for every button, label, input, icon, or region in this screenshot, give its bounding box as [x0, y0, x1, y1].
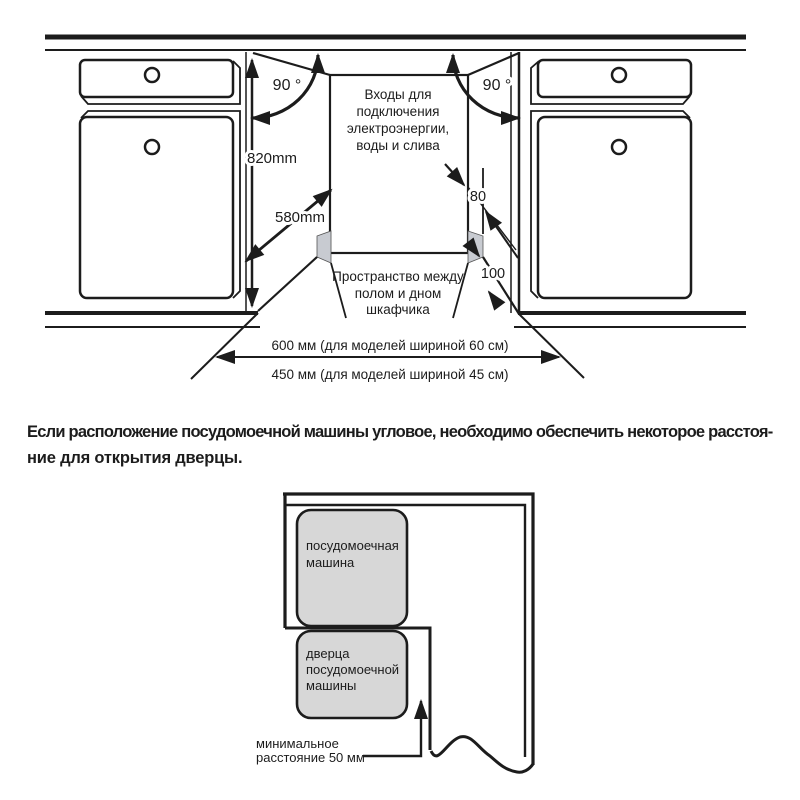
- left-drawer-knob: [145, 68, 159, 82]
- right-door-front: [538, 117, 691, 298]
- door-label-line: дверца: [306, 646, 350, 661]
- floor-gap-note-line: Пространство между: [332, 269, 464, 284]
- niche-left-side-panel: [317, 231, 331, 263]
- floor-gap-note-line: полом и дном: [354, 286, 442, 301]
- paragraph-line-2: ние для открытия дверцы.: [27, 449, 243, 467]
- countertop: [45, 37, 746, 50]
- dim-depth-label: 580mm: [274, 209, 326, 226]
- angle-left-label: 90 °: [272, 77, 302, 94]
- door-label-line: машины: [306, 678, 357, 693]
- caption-paragraph: [27, 423, 773, 467]
- dim-80-label: 80: [469, 189, 487, 205]
- dishwasher-label-line: машина: [306, 555, 355, 570]
- floor-gap-note: [332, 269, 464, 317]
- right-door-bevel: [531, 111, 690, 298]
- break-squiggle: [431, 737, 533, 773]
- min-distance-label-line: расстояние 50 мм: [256, 750, 365, 765]
- angle-right-label: 90 °: [482, 77, 512, 94]
- door-box: [297, 631, 407, 718]
- dim-100-label: 100: [480, 266, 506, 282]
- connections-note-line: воды и слива: [356, 138, 440, 153]
- left-drawer-front: [80, 60, 233, 97]
- connections-note: [347, 87, 449, 153]
- min-distance-label-line: минимальное: [256, 736, 339, 751]
- right-drawer-knob: [612, 68, 626, 82]
- clearance-arrow-b: [486, 212, 518, 258]
- left-door-front: [80, 117, 233, 298]
- dim-height: [247, 60, 297, 306]
- dim-width-60-label: 600 мм (для моделей шириной 60 см): [271, 338, 509, 353]
- dim-width-45-label: 450 мм (для моделей шириной 45 см): [271, 367, 509, 382]
- left-door-bevel: [81, 111, 240, 298]
- connections-note-line: подключения: [356, 104, 440, 119]
- dishwasher-box: [297, 510, 407, 626]
- niche-floor-left-diagonal: [258, 257, 317, 311]
- niche-installation-diagram: [45, 37, 746, 382]
- right-drawer-front: [538, 60, 691, 97]
- connections-note-line: электроэнергии,: [346, 121, 450, 136]
- dim-width: [191, 313, 584, 382]
- clearance-arrow-d: [489, 292, 498, 304]
- dishwasher-label-line: посудомоечная: [306, 538, 399, 553]
- dim-width-ext-right: [519, 314, 584, 378]
- niche-right-side-panel: [468, 231, 483, 263]
- dim-width-ext-left: [191, 313, 258, 379]
- floor-gap-note-line: шкафчика: [366, 302, 430, 317]
- right-cabinet: [531, 60, 691, 298]
- door-label-line: посудомоечной: [306, 662, 400, 677]
- left-door-knob: [145, 140, 159, 154]
- corner-placement-diagram: [256, 494, 533, 772]
- connections-note-line: Входы для: [364, 87, 432, 102]
- left-cabinet: [80, 60, 240, 298]
- dim-height-label: 820mm: [246, 150, 298, 167]
- clearance-arrow-a: [445, 164, 464, 185]
- right-door-knob: [612, 140, 626, 154]
- paragraph-line-1: Если расположение посудомоечной машины угловое, необходимо обеспечить некоторое расстоя-: [27, 423, 773, 441]
